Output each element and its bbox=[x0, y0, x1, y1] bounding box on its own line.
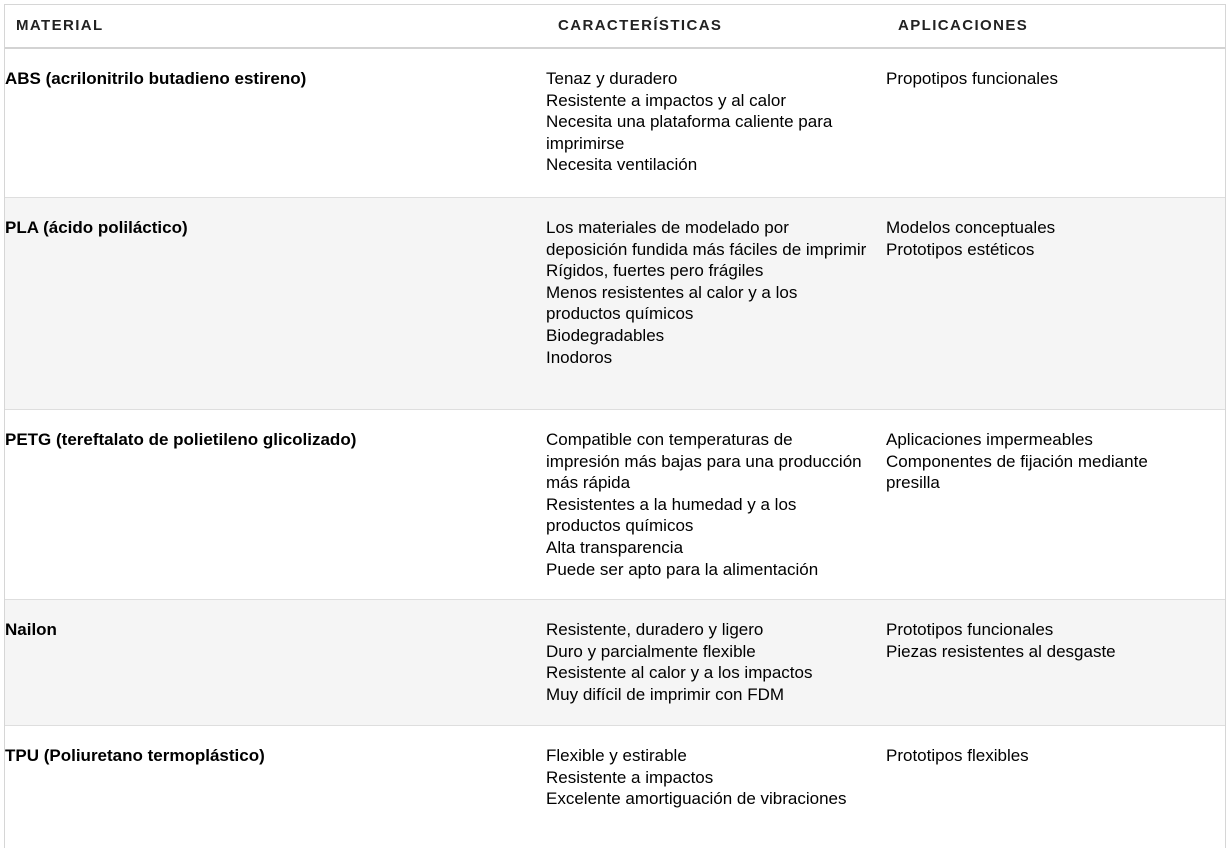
characteristic-item: Resistente al calor y a los impactos bbox=[546, 663, 813, 683]
header-material: MATERIAL bbox=[16, 17, 104, 34]
application-item: Modelos conceptuales bbox=[886, 218, 1056, 237]
characteristic-item: Flexible y estirable bbox=[546, 746, 687, 765]
table-row bbox=[5, 726, 1225, 848]
characteristic-item: Resistente a impactos bbox=[546, 767, 714, 787]
characteristic-item: Alta transparencia bbox=[546, 537, 684, 557]
application-item: Propotipos funcionales bbox=[886, 69, 1059, 88]
characteristic-item: Resistente, duradero y ligero bbox=[546, 620, 764, 639]
material-name: PETG (tereftalato de polietileno glicolizado) bbox=[5, 430, 357, 449]
characteristic-item: Compatible con temperaturas de impresión más bajas para una producción más rápida bbox=[546, 430, 862, 493]
application-item: Aplicaciones impermeables bbox=[886, 430, 1093, 449]
application-item: Prototipos flexibles bbox=[886, 746, 1029, 765]
characteristic-item: Los materiales de modelado por deposición fundida más fáciles de imprimir bbox=[546, 218, 867, 259]
characteristic-item: Resistente a impactos y al calor bbox=[546, 90, 786, 110]
characteristic-item: Excelente amortiguación de vibraciones bbox=[546, 789, 847, 809]
applications-list bbox=[886, 429, 1196, 494]
applications-list bbox=[886, 745, 1196, 767]
table-row bbox=[5, 198, 1225, 410]
characteristic-item: Tenaz y duradero bbox=[546, 69, 678, 88]
material-name: Nailon bbox=[5, 620, 57, 639]
material-name: PLA (ácido poliláctico) bbox=[5, 218, 188, 237]
header-caracteristicas: CARACTERÍSTICAS bbox=[558, 17, 723, 34]
characteristics-list bbox=[546, 217, 871, 368]
materials-table bbox=[4, 4, 1226, 848]
characteristics-list bbox=[546, 429, 871, 580]
characteristic-item: Necesita una plataforma caliente para imprimirse bbox=[546, 112, 833, 153]
application-item: Prototipos funcionales bbox=[886, 620, 1054, 639]
table-header bbox=[5, 5, 1225, 49]
characteristic-item: Inodoros bbox=[546, 347, 613, 367]
characteristic-item: Rígidos, fuertes pero frágiles bbox=[546, 261, 764, 281]
applications-list bbox=[886, 217, 1196, 260]
characteristic-item: Duro y parcialmente flexible bbox=[546, 641, 756, 661]
table-row bbox=[5, 49, 1225, 198]
table-row bbox=[5, 600, 1225, 726]
characteristic-item: Menos resistentes al calor y a los productos químicos bbox=[546, 282, 798, 324]
characteristic-item: Muy difícil de imprimir con FDM bbox=[546, 684, 785, 704]
material-name: TPU (Poliuretano termoplástico) bbox=[5, 746, 265, 765]
applications-list bbox=[886, 619, 1196, 662]
characteristic-item: Necesita ventilación bbox=[546, 155, 698, 175]
application-item: Prototipos estéticos bbox=[886, 239, 1035, 259]
applications-list bbox=[886, 68, 1196, 90]
characteristics-list bbox=[546, 619, 871, 705]
application-item: Piezas resistentes al desgaste bbox=[886, 641, 1116, 661]
characteristic-item: Puede ser apto para la alimentación bbox=[546, 559, 819, 579]
application-item: Componentes de fijación mediante presilla bbox=[886, 451, 1148, 493]
header-aplicaciones: APLICACIONES bbox=[898, 17, 1029, 34]
table-row bbox=[5, 410, 1225, 600]
material-name: ABS (acrilonitrilo butadieno estireno) bbox=[5, 69, 307, 88]
characteristics-list bbox=[546, 745, 871, 810]
characteristic-item: Biodegradables bbox=[546, 325, 665, 345]
characteristics-list bbox=[546, 68, 871, 176]
characteristic-item: Resistentes a la humedad y a los productos químicos bbox=[546, 494, 797, 536]
